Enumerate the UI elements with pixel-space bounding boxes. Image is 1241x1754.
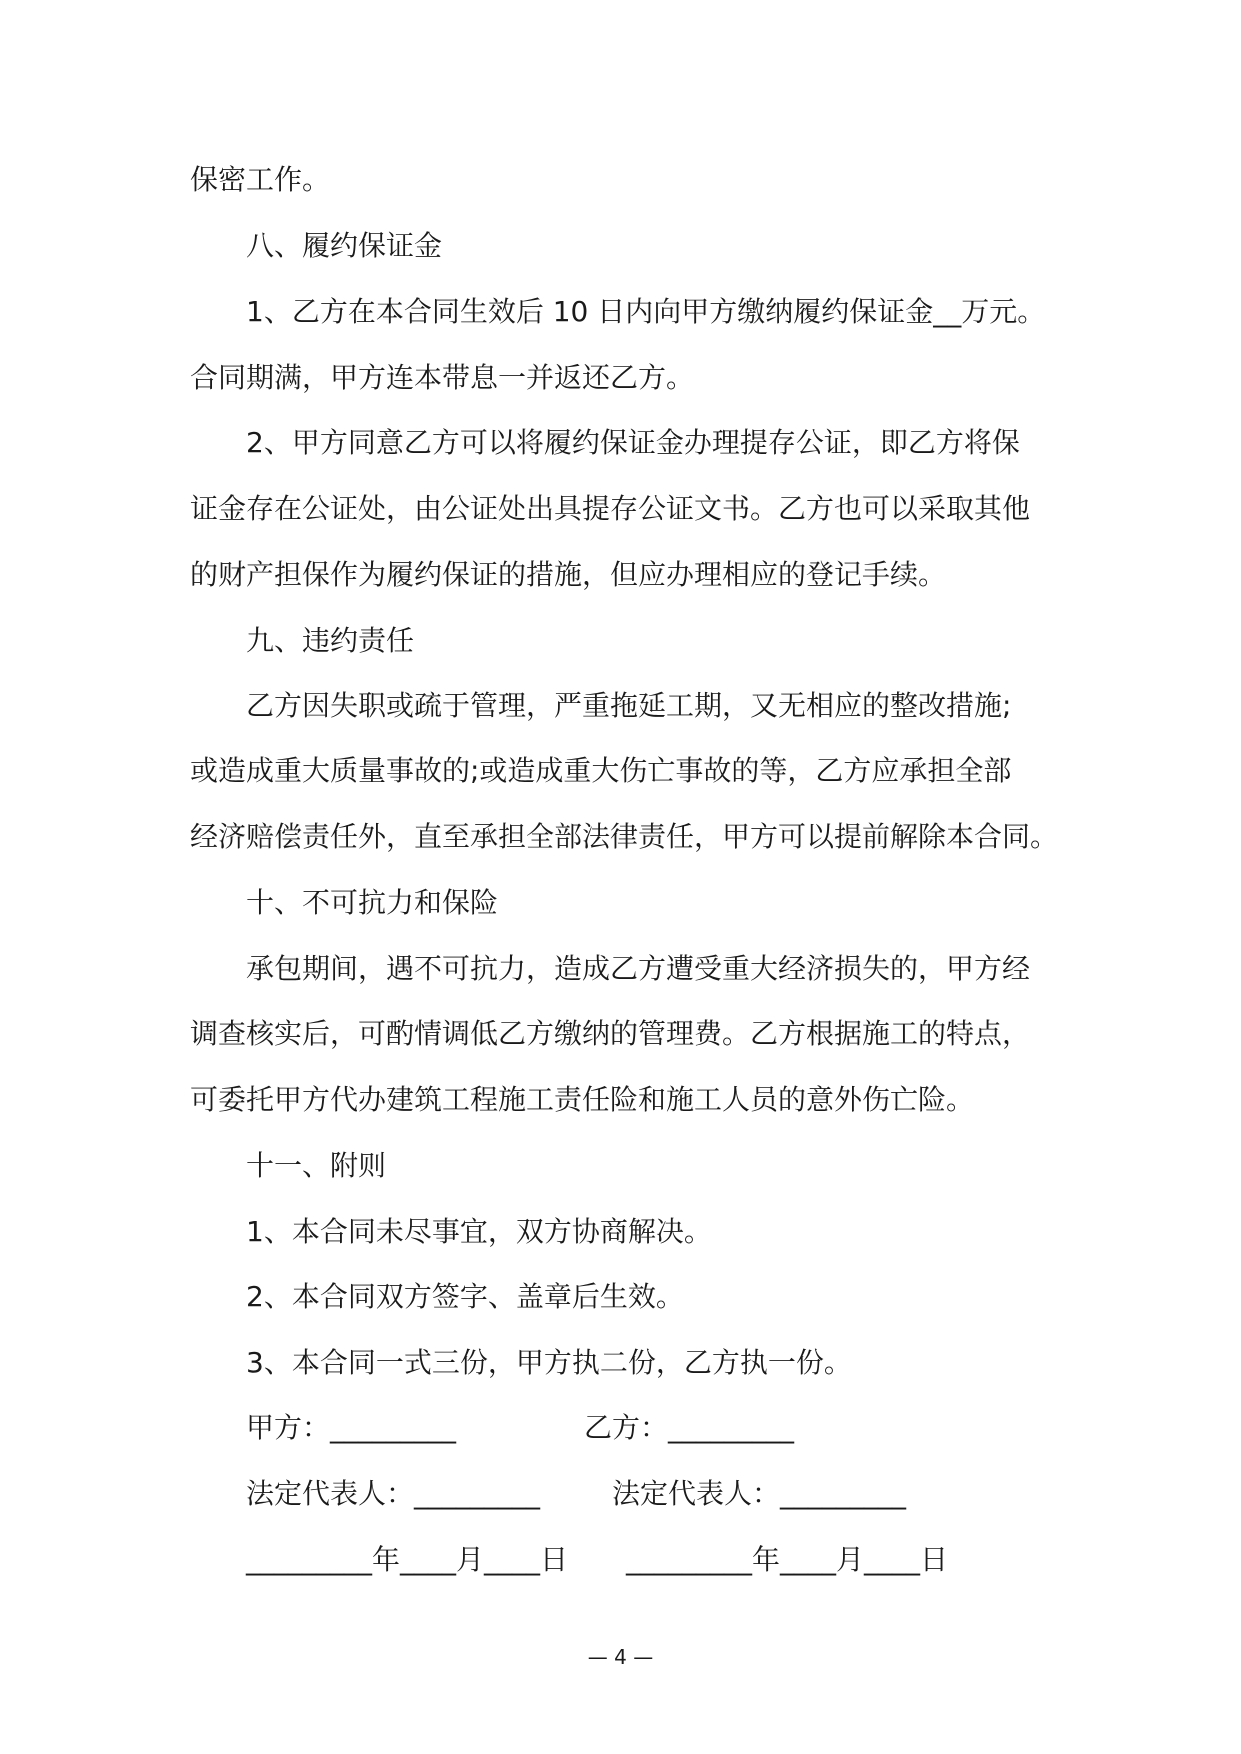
page-number: — 4 — bbox=[587, 1645, 654, 1669]
paragraph-line: 经济赔偿责任外，直至承担全部法律责任，甲方可以提前解除本合同。 bbox=[190, 820, 1059, 853]
section-heading: 十、不可抗力和保险 bbox=[246, 886, 499, 919]
paragraph-line: 2、本合同双方签字、盖章后生效。 bbox=[246, 1280, 684, 1313]
paragraph-line: 承包期间，遇不可抗力，造成乙方遭受重大经济损失的，甲方经 bbox=[246, 952, 1031, 985]
paragraph-line: 的财产担保作为履约保证的措施，但应办理相应的登记手续。 bbox=[190, 558, 947, 591]
party-b-representative: 法定代表人：_________ bbox=[612, 1477, 907, 1510]
section-heading: 八、履约保证金 bbox=[246, 229, 443, 262]
party-a-date: _________年____月____日 bbox=[246, 1543, 569, 1576]
paragraph-line: 1、乙方在本合同生效后 10 日内向甲方缴纳履约保证金__万元。 bbox=[246, 295, 1046, 328]
paragraph-line: 保密工作。 bbox=[190, 163, 331, 196]
section-heading: 十一、附则 bbox=[246, 1149, 387, 1182]
section-heading: 九、违约责任 bbox=[246, 624, 415, 657]
party-b-signature: 乙方：_________ bbox=[584, 1411, 795, 1444]
paragraph-line: 调查核实后，可酌情调低乙方缴纳的管理费。乙方根据施工的特点， bbox=[190, 1017, 1031, 1050]
paragraph-line: 合同期满，甲方连本带息一并返还乙方。 bbox=[190, 361, 695, 394]
paragraph-line: 证金存在公证处，由公证处出具提存公证文书。乙方也可以采取其他 bbox=[190, 492, 1031, 525]
paragraph-line: 乙方因失职或疏于管理，严重拖延工期，又无相应的整改措施; bbox=[246, 689, 1012, 722]
party-a-signature: 甲方：_________ bbox=[246, 1411, 457, 1444]
paragraph-line: 可委托甲方代办建筑工程施工责任险和施工人员的意外伤亡险。 bbox=[190, 1083, 975, 1116]
paragraph-line: 1、本合同未尽事宜，双方协商解决。 bbox=[246, 1215, 712, 1248]
paragraph-line: 3、本合同一式三份，甲方执二份，乙方执一份。 bbox=[246, 1346, 852, 1379]
party-b-date: _________年____月____日 bbox=[626, 1543, 949, 1576]
paragraph-line: 2、甲方同意乙方可以将履约保证金办理提存公证，即乙方将保 bbox=[246, 426, 1020, 459]
party-a-representative: 法定代表人：_________ bbox=[246, 1477, 541, 1510]
paragraph-line: 或造成重大质量事故的;或造成重大伤亡事故的等，乙方应承担全部 bbox=[190, 754, 1012, 787]
